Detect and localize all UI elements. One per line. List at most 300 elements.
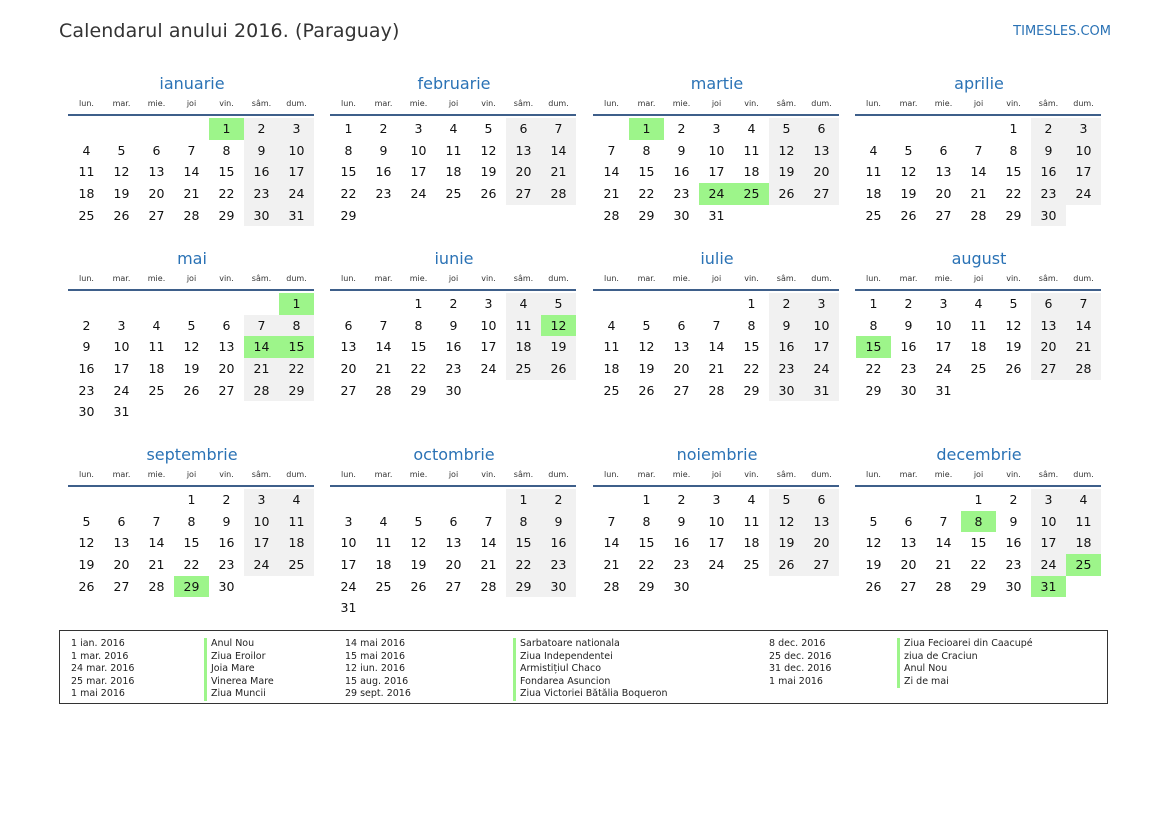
holiday-day-cell: 29	[174, 576, 209, 598]
day-cell: 11	[506, 315, 541, 337]
day-cell: 19	[900, 186, 917, 202]
day-cell: 29	[279, 380, 314, 402]
day-cell: 16	[673, 164, 690, 180]
day-cell: 29	[865, 382, 882, 398]
day-cell: 11	[445, 142, 462, 158]
day-cell: 1	[1009, 121, 1018, 136]
weekday-label: dum.	[1073, 470, 1094, 479]
day-cell: 23	[900, 361, 917, 377]
weekday-label: dum.	[811, 470, 832, 479]
day-cell: 16	[900, 339, 917, 355]
day-cell: 21	[603, 186, 620, 202]
day-cell: 13	[506, 140, 541, 162]
day-cell: 18	[970, 339, 987, 355]
month-6	[594, 248, 840, 401]
weekday-label: joi	[186, 274, 197, 283]
day-cell: 15	[638, 164, 655, 180]
legend-date: 1 mai 2016	[71, 688, 125, 700]
day-cell: 14	[935, 535, 952, 551]
day-cell: 19	[541, 336, 576, 358]
day-cell: 14	[541, 140, 576, 162]
month-8	[69, 444, 315, 597]
day-cell: 24	[480, 361, 497, 377]
day-cell: 10	[340, 535, 357, 551]
day-cell: 7	[541, 118, 576, 140]
empty-cell	[961, 118, 996, 140]
day-cell: 20	[340, 361, 357, 377]
day-cell: 3	[939, 296, 948, 311]
empty-cell	[436, 489, 471, 511]
weekday-label: mar.	[637, 470, 656, 479]
day-cell: 23	[541, 554, 576, 576]
day-cell: 5	[117, 142, 126, 158]
legend-holiday-name: Anul Nou	[204, 638, 274, 651]
day-cell: 9	[82, 339, 91, 355]
day-cell: 27	[673, 382, 690, 398]
day-cell: 11	[279, 511, 314, 533]
day-cell: 12	[865, 535, 882, 551]
weekday-label: vin.	[1006, 274, 1021, 283]
day-grid	[69, 118, 315, 226]
day-cell: 28	[541, 183, 576, 205]
day-cell: 16	[541, 532, 576, 554]
day-cell: 28	[375, 382, 392, 398]
day-cell: 7	[607, 513, 616, 529]
day-cell: 14	[970, 164, 987, 180]
day-cell: 7	[607, 142, 616, 158]
day-cell: 5	[904, 142, 913, 158]
day-cell: 4	[379, 513, 388, 529]
day-cell: 17	[804, 336, 839, 358]
weekday-label: lun.	[79, 274, 94, 283]
day-cell: 13	[804, 140, 839, 162]
day-cell: 8	[506, 511, 541, 533]
weekday-label: dum.	[548, 99, 569, 108]
weekday-label: mie.	[409, 470, 428, 479]
legend-date: 25 mar. 2016	[71, 675, 135, 687]
holiday-day-cell: 12	[541, 315, 576, 337]
day-cell: 8	[642, 513, 651, 529]
day-cell: 2	[82, 317, 91, 333]
weekday-label: mar.	[112, 470, 131, 479]
day-cell: 31	[935, 382, 952, 398]
weekday-label: sâm.	[776, 99, 797, 108]
day-cell: 22	[1005, 186, 1022, 202]
weekday-label: mar.	[374, 99, 393, 108]
weekday-label: lun.	[866, 470, 881, 479]
header-rule	[593, 114, 839, 116]
day-cell: 13	[148, 164, 165, 180]
day-cell: 15	[1005, 164, 1022, 180]
empty-cell	[174, 293, 209, 315]
day-cell: 26	[769, 183, 804, 205]
holiday-day-cell: 25	[1066, 554, 1101, 576]
day-cell: 15	[183, 535, 200, 551]
day-cell: 28	[183, 207, 200, 223]
day-cell: 26	[1005, 361, 1022, 377]
weekday-label: mar.	[374, 470, 393, 479]
day-cell: 19	[113, 186, 130, 202]
month-name: martie	[690, 74, 744, 93]
day-cell: 31	[113, 404, 130, 420]
day-cell: 27	[1031, 358, 1066, 380]
month-name: iulie	[700, 249, 734, 268]
day-cell: 11	[603, 339, 620, 355]
day-cell: 2	[769, 293, 804, 315]
legend-date: 25 dec. 2016	[769, 650, 832, 662]
legend-names-col-2	[513, 638, 668, 701]
legend-holiday-name: Ziua Eroilor	[204, 651, 274, 664]
day-cell: 29	[506, 576, 541, 598]
day-cell: 4	[1066, 489, 1101, 511]
weekday-label: mie.	[934, 99, 953, 108]
empty-cell	[926, 118, 961, 140]
day-cell: 18	[506, 336, 541, 358]
day-cell: 4	[152, 317, 161, 333]
empty-cell	[209, 293, 244, 315]
weekday-label: vin.	[744, 470, 759, 479]
weekday-label: dum.	[286, 99, 307, 108]
day-cell: 15	[340, 164, 357, 180]
day-cell: 31	[340, 600, 357, 616]
day-cell: 24	[708, 557, 725, 573]
day-cell: 4	[279, 489, 314, 511]
day-cell: 7	[152, 513, 161, 529]
day-cell: 12	[638, 339, 655, 355]
day-cell: 28	[935, 578, 952, 594]
day-cell: 21	[148, 557, 165, 573]
month-7	[856, 248, 1102, 401]
day-cell: 22	[506, 554, 541, 576]
day-cell: 23	[1031, 183, 1066, 205]
day-cell: 21	[1066, 336, 1101, 358]
weekday-label: sâm.	[513, 274, 534, 283]
day-cell: 19	[480, 164, 497, 180]
weekday-label: mie.	[934, 274, 953, 283]
weekday-label: sâm.	[251, 470, 272, 479]
month-3	[856, 73, 1102, 226]
day-cell: 20	[113, 557, 130, 573]
day-cell: 7	[712, 317, 721, 333]
weekday-label: sâm.	[1038, 274, 1059, 283]
header-rule	[330, 485, 576, 487]
day-cell: 6	[506, 118, 541, 140]
header-rule	[68, 289, 314, 291]
weekday-label: sâm.	[513, 470, 534, 479]
day-cell: 9	[769, 315, 804, 337]
day-cell: 3	[1031, 489, 1066, 511]
header-rule	[68, 485, 314, 487]
day-cell: 6	[904, 513, 913, 529]
day-cell: 17	[244, 532, 279, 554]
day-cell: 7	[379, 317, 388, 333]
weekday-label: mie.	[672, 274, 691, 283]
weekday-label: sâm.	[1038, 99, 1059, 108]
month-name: iunie	[434, 249, 474, 268]
legend-dates-col-2	[345, 638, 411, 701]
weekday-label: vin.	[481, 470, 496, 479]
day-cell: 10	[1031, 511, 1066, 533]
day-cell: 1	[187, 492, 196, 507]
day-cell: 10	[935, 317, 952, 333]
day-cell: 30	[673, 207, 690, 223]
legend-names-col-1	[204, 638, 274, 701]
day-cell: 23	[445, 361, 462, 377]
day-cell: 23	[375, 186, 392, 202]
empty-cell	[471, 489, 506, 511]
day-cell: 26	[410, 578, 427, 594]
day-cell: 17	[708, 164, 725, 180]
day-cell: 4	[974, 296, 983, 311]
day-cell: 16	[769, 336, 804, 358]
day-cell: 25	[279, 554, 314, 576]
day-cell: 19	[183, 361, 200, 377]
legend-holiday-name: Zi de mai	[897, 676, 1033, 689]
weekday-label: mar.	[899, 274, 918, 283]
day-cell: 6	[804, 118, 839, 140]
weekday-label: joi	[973, 274, 984, 283]
day-cell: 8	[187, 513, 196, 529]
month-name: ianuarie	[159, 74, 225, 93]
day-cell: 24	[935, 361, 952, 377]
day-cell: 29	[218, 207, 235, 223]
weekday-label: vin.	[481, 99, 496, 108]
legend-holiday-name: Armistițiul Chaco	[513, 663, 668, 676]
day-cell: 24	[1031, 554, 1066, 576]
day-cell: 14	[603, 164, 620, 180]
weekday-label: joi	[973, 470, 984, 479]
day-cell: 10	[708, 513, 725, 529]
day-cell: 8	[344, 142, 353, 158]
weekday-label: lun.	[341, 274, 356, 283]
day-cell: 6	[222, 317, 231, 333]
day-cell: 6	[677, 317, 686, 333]
weekday-label: vin.	[1006, 99, 1021, 108]
day-cell: 6	[939, 142, 948, 158]
day-cell: 9	[244, 140, 279, 162]
legend-holiday-name: ziua de Craciun	[897, 651, 1033, 664]
weekday-label: mie.	[147, 99, 166, 108]
empty-cell	[104, 118, 139, 140]
empty-cell	[139, 293, 174, 315]
day-cell: 2	[222, 492, 231, 507]
day-cell: 19	[638, 361, 655, 377]
empty-cell	[104, 293, 139, 315]
weekday-label: lun.	[79, 99, 94, 108]
weekday-label: vin.	[744, 99, 759, 108]
day-cell: 30	[1005, 578, 1022, 594]
day-cell: 29	[638, 207, 655, 223]
day-cell: 1	[869, 296, 878, 311]
header-rule	[330, 289, 576, 291]
month-4	[69, 248, 315, 423]
weekday-label: dum.	[1073, 274, 1094, 283]
day-cell: 21	[708, 361, 725, 377]
weekday-header	[594, 97, 840, 111]
day-cell: 3	[712, 492, 721, 507]
day-cell: 24	[113, 382, 130, 398]
day-cell: 25	[445, 186, 462, 202]
holiday-day-cell: 24	[699, 183, 734, 205]
day-cell: 3	[414, 121, 423, 136]
day-cell: 1	[344, 121, 353, 136]
day-cell: 27	[900, 578, 917, 594]
legend-date: 1 mar. 2016	[71, 650, 129, 662]
legend-date: 24 mar. 2016	[71, 663, 135, 675]
day-cell: 13	[1031, 315, 1066, 337]
legend-holiday-name: Ziua Fecioarei din Caacupé	[897, 638, 1033, 651]
weekday-label: lun.	[341, 470, 356, 479]
legend-date: 29 sept. 2016	[345, 688, 411, 700]
day-grid	[594, 293, 840, 401]
empty-cell	[664, 293, 699, 315]
day-cell: 20	[673, 361, 690, 377]
day-cell: 31	[804, 380, 839, 402]
legend-holiday-name: Ziua Victoriei Bătălia Boqueron	[513, 688, 668, 701]
day-cell: 7	[939, 513, 948, 529]
day-cell: 18	[1066, 532, 1101, 554]
day-cell: 10	[804, 315, 839, 337]
day-cell: 17	[1031, 532, 1066, 554]
weekday-label: mar.	[374, 274, 393, 283]
weekday-label: dum.	[286, 470, 307, 479]
day-cell: 4	[747, 492, 756, 507]
day-cell: 11	[78, 164, 95, 180]
weekday-header	[594, 272, 840, 286]
day-cell: 16	[244, 161, 279, 183]
day-cell: 14	[148, 535, 165, 551]
legend-holiday-name: Anul Nou	[897, 663, 1033, 676]
day-cell: 13	[113, 535, 130, 551]
day-cell: 12	[769, 140, 804, 162]
day-cell: 15	[506, 532, 541, 554]
day-cell: 9	[677, 142, 686, 158]
day-grid	[69, 489, 315, 597]
weekday-label: mar.	[637, 99, 656, 108]
month-name: decembrie	[936, 445, 1022, 464]
day-cell: 23	[673, 186, 690, 202]
weekday-label: vin.	[219, 99, 234, 108]
day-cell: 27	[935, 207, 952, 223]
legend-holiday-name: Joia Mare	[204, 663, 274, 676]
day-cell: 25	[603, 382, 620, 398]
day-cell: 14	[480, 535, 497, 551]
day-cell: 7	[974, 142, 983, 158]
legend-date: 1 ian. 2016	[71, 638, 125, 649]
weekday-label: joi	[448, 99, 459, 108]
day-cell: 26	[113, 207, 130, 223]
weekday-label: lun.	[604, 470, 619, 479]
day-cell: 23	[769, 358, 804, 380]
weekday-label: vin.	[744, 274, 759, 283]
day-grid	[856, 118, 1102, 226]
day-cell: 26	[183, 382, 200, 398]
day-cell: 24	[340, 578, 357, 594]
empty-cell	[856, 489, 891, 511]
day-cell: 5	[642, 317, 651, 333]
day-cell: 25	[148, 382, 165, 398]
month-5	[331, 248, 577, 401]
holiday-day-cell: 15	[856, 336, 891, 358]
day-cell: 15	[410, 339, 427, 355]
empty-cell	[69, 489, 104, 511]
day-cell: 15	[218, 164, 235, 180]
day-cell: 11	[743, 513, 760, 529]
header-rule	[593, 289, 839, 291]
day-cell: 12	[769, 511, 804, 533]
month-name: aprilie	[954, 74, 1004, 93]
day-cell: 28	[708, 382, 725, 398]
weekday-label: dum.	[286, 274, 307, 283]
weekday-label: mar.	[637, 274, 656, 283]
day-cell: 9	[677, 513, 686, 529]
day-cell: 22	[743, 361, 760, 377]
day-cell: 20	[148, 186, 165, 202]
day-cell: 9	[541, 511, 576, 533]
weekday-header	[331, 468, 577, 482]
day-cell: 10	[480, 317, 497, 333]
weekday-label: sâm.	[1038, 470, 1059, 479]
day-cell: 6	[152, 142, 161, 158]
day-cell: 29	[970, 578, 987, 594]
day-cell: 25	[375, 578, 392, 594]
weekday-header	[856, 468, 1102, 482]
day-cell: 30	[244, 205, 279, 227]
day-cell: 27	[804, 183, 839, 205]
weekday-label: mar.	[112, 274, 131, 283]
day-cell: 29	[743, 382, 760, 398]
day-cell: 13	[935, 164, 952, 180]
day-cell: 3	[484, 296, 493, 311]
day-cell: 18	[603, 361, 620, 377]
legend-holiday-name: Vinerea Mare	[204, 676, 274, 689]
legend-date: 31 dec. 2016	[769, 663, 832, 675]
day-cell: 6	[117, 513, 126, 529]
day-cell: 30	[445, 382, 462, 398]
day-cell: 18	[375, 557, 392, 573]
empty-cell	[331, 293, 366, 315]
legend-dates-col-1	[71, 638, 134, 701]
holiday-day-cell: 1	[279, 293, 314, 315]
day-cell: 19	[769, 161, 804, 183]
day-cell: 15	[638, 535, 655, 551]
day-grid	[856, 293, 1102, 401]
day-cell: 10	[279, 140, 314, 162]
day-cell: 9	[449, 317, 458, 333]
day-cell: 11	[375, 535, 392, 551]
day-cell: 1	[974, 492, 983, 507]
day-cell: 19	[769, 532, 804, 554]
weekday-label: joi	[711, 99, 722, 108]
day-cell: 6	[344, 317, 353, 333]
empty-cell	[139, 489, 174, 511]
day-cell: 28	[244, 380, 279, 402]
day-cell: 23	[673, 557, 690, 573]
empty-cell	[366, 489, 401, 511]
weekday-label: lun.	[604, 99, 619, 108]
weekday-label: joi	[711, 470, 722, 479]
weekday-label: lun.	[79, 470, 94, 479]
weekday-label: joi	[186, 99, 197, 108]
day-cell: 27	[340, 382, 357, 398]
weekday-label: dum.	[548, 470, 569, 479]
weekday-label: mie.	[409, 274, 428, 283]
day-cell: 20	[218, 361, 235, 377]
day-cell: 25	[743, 557, 760, 573]
site-link[interactable]: TIMESLES.COM	[1013, 24, 1111, 39]
day-cell: 29	[410, 382, 427, 398]
weekday-header	[331, 272, 577, 286]
